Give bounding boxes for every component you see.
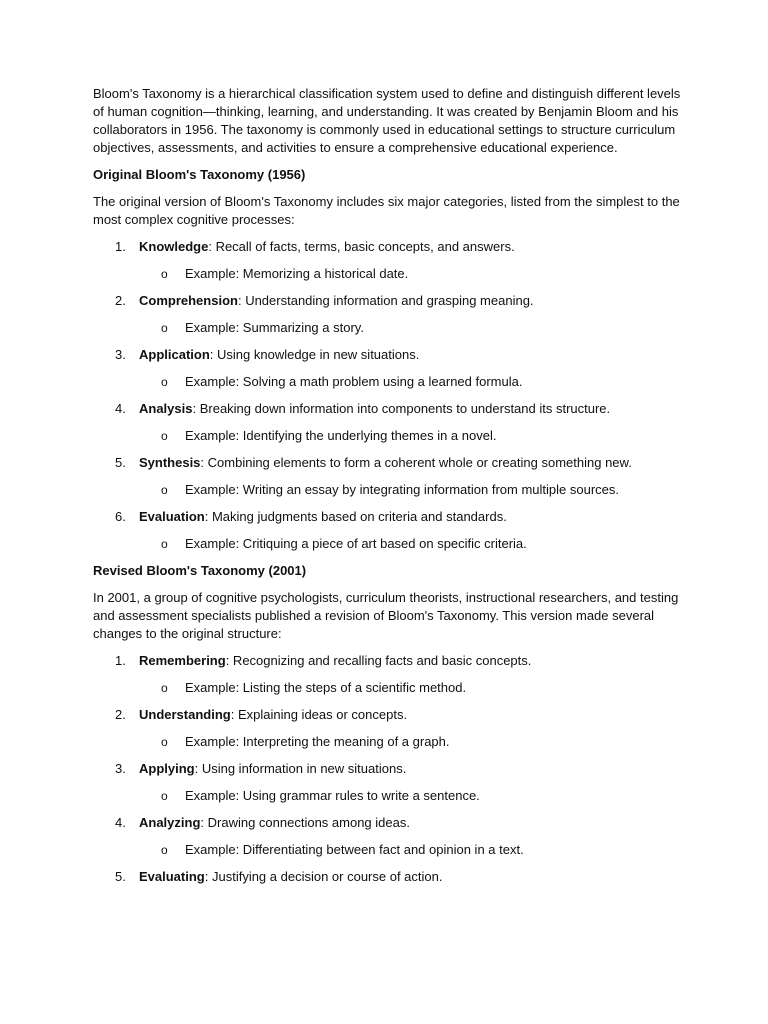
bullet-icon: o [161, 681, 168, 695]
item-term: Analysis [139, 401, 193, 416]
item-number: 6. [115, 509, 126, 524]
list-item [93, 400, 683, 418]
example-text: Example: Summarizing a story. [185, 320, 364, 335]
item-term: Knowledge [139, 239, 209, 254]
bullet-icon: o [161, 843, 168, 857]
example-item [93, 481, 683, 499]
item-description: : Recognizing and recalling facts and basic concepts. [225, 653, 532, 668]
item-term: Applying [139, 761, 195, 776]
revised-heading: Revised Bloom's Taxonomy (2001) [93, 563, 307, 578]
example-item [93, 787, 683, 805]
example-item [93, 535, 683, 553]
item-term: Evaluating [139, 869, 205, 884]
item-term: Remembering [139, 653, 226, 668]
revised-intro: In 2001, a group of cognitive psychologists, curriculum theorists, instructional researchers, and testing and assessment specialists published a revision of Bloom's Taxonomy. This version made several changes to the original structure: [93, 590, 679, 641]
bullet-icon: o [161, 537, 168, 551]
list-item [93, 868, 683, 886]
item-number: 2. [115, 707, 126, 722]
original-list [93, 238, 683, 553]
example-text: Example: Identifying the underlying themes in a novel. [185, 428, 497, 443]
item-term: Analyzing [139, 815, 201, 830]
bullet-icon: o [161, 429, 168, 443]
list-item [93, 292, 683, 310]
item-description: : Justifying a decision or course of action. [204, 869, 443, 884]
item-number: 3. [115, 761, 126, 776]
bullet-icon: o [161, 789, 168, 803]
example-item [93, 373, 683, 391]
item-number: 4. [115, 401, 126, 416]
example-text: Example: Solving a math problem using a learned formula. [185, 374, 523, 389]
revised-list [93, 652, 683, 886]
example-text: Example: Writing an essay by integrating information from multiple sources. [185, 482, 620, 497]
item-term: Comprehension [139, 293, 238, 308]
example-item [93, 265, 683, 283]
item-description: : Recall of facts, terms, basic concepts, and answers. [208, 239, 515, 254]
list-item [93, 814, 683, 832]
bullet-icon: o [161, 321, 168, 335]
item-number: 1. [115, 239, 126, 254]
list-item [93, 238, 683, 256]
example-item [93, 679, 683, 697]
item-term: Synthesis [139, 455, 201, 470]
example-text: Example: Memorizing a historical date. [185, 266, 409, 281]
list-item [93, 454, 683, 472]
item-description: : Breaking down information into components to understand its structure. [192, 401, 611, 416]
item-description: : Making judgments based on criteria and standards. [204, 509, 507, 524]
item-number: 1. [115, 653, 126, 668]
example-item [93, 427, 683, 445]
example-item [93, 319, 683, 337]
example-text: Example: Differentiating between fact and opinion in a text. [185, 842, 524, 857]
example-text: Example: Interpreting the meaning of a graph. [185, 734, 450, 749]
item-term: Evaluation [139, 509, 205, 524]
list-item [93, 508, 683, 526]
item-number: 5. [115, 869, 126, 884]
item-description: : Drawing connections among ideas. [200, 815, 410, 830]
list-item [93, 346, 683, 364]
list-item [93, 652, 683, 670]
bullet-icon: o [161, 375, 168, 389]
item-description: : Understanding information and grasping meaning. [237, 293, 534, 308]
example-text: Example: Using grammar rules to write a sentence. [185, 788, 480, 803]
item-description: : Explaining ideas or concepts. [230, 707, 408, 722]
bullet-icon: o [161, 267, 168, 281]
original-intro: The original version of Bloom's Taxonomy includes six major categories, listed from the simplest to the most complex cognitive processes: [93, 194, 680, 227]
list-item [93, 760, 683, 778]
item-term: Understanding [139, 707, 231, 722]
intro-paragraph: Bloom's Taxonomy is a hierarchical classification system used to define and distinguish different levels of human cognition—thinking, learning, and understanding. It was created by Benjamin Bloom and his collaborators in 1956. The taxonomy is commonly used in educational settings to structure curriculum objectives, assessments, and activities to ensure a comprehensive educational experience. [93, 86, 681, 155]
item-number: 4. [115, 815, 126, 830]
example-item [93, 841, 683, 859]
item-description: : Using knowledge in new situations. [209, 347, 420, 362]
item-number: 5. [115, 455, 126, 470]
item-number: 3. [115, 347, 126, 362]
item-description: : Combining elements to form a coherent whole or creating something new. [200, 455, 632, 470]
original-heading: Original Bloom's Taxonomy (1956) [93, 167, 306, 182]
item-number: 2. [115, 293, 126, 308]
bullet-icon: o [161, 483, 168, 497]
item-description: : Using information in new situations. [194, 761, 407, 776]
item-term: Application [139, 347, 210, 362]
example-item [93, 733, 683, 751]
example-text: Example: Critiquing a piece of art based on specific criteria. [185, 536, 527, 551]
document-page [93, 85, 683, 895]
bullet-icon: o [161, 735, 168, 749]
example-text: Example: Listing the steps of a scientific method. [185, 680, 467, 695]
list-item [93, 706, 683, 724]
